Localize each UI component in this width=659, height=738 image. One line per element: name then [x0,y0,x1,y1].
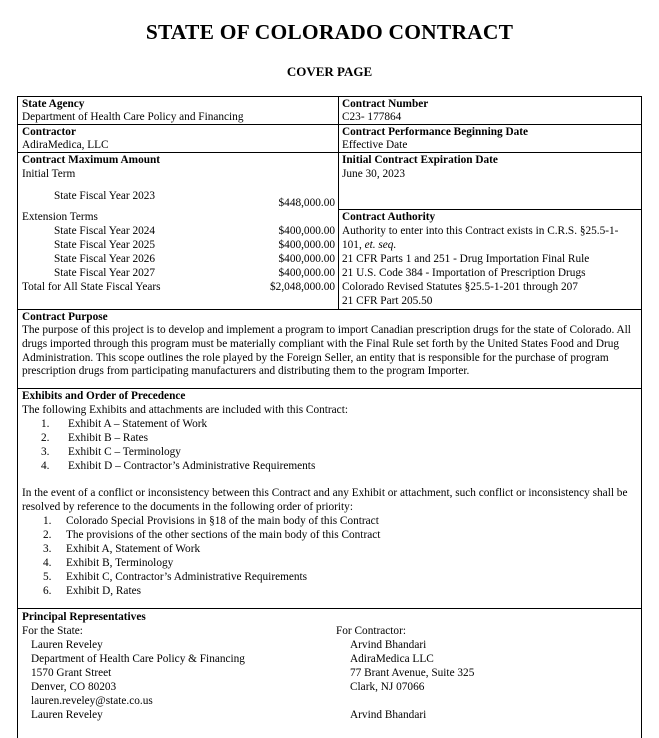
extension-row-label: State Fiscal Year 2027 [54,267,156,279]
contractor-rep-label: For Contractor: [336,625,406,637]
contract-number-label: Contract Number [342,98,429,110]
state-rep-line: Department of Health Care Policy & Financing [31,653,245,665]
priority-item: Exhibit C, Contractor’s Administrative Requirements [66,571,308,583]
reps-heading: Principal Representatives [22,611,146,623]
initial-term-label: Initial Term [22,168,76,180]
priority-item: The provisions of the other sections of the main body of this Contract [66,529,381,541]
state-rep-email: lauren.reveley@state.co.us [31,695,153,707]
priority-item: Exhibit B, Terminology [66,557,174,569]
state-rep-line: Denver, CO 80203 [31,681,117,693]
sfy2023-label: State Fiscal Year 2023 [54,190,156,202]
expiration-label: Initial Contract Expiration Date [342,154,498,166]
priority-num: 6. [43,585,52,597]
authority-line: 21 U.S. Code 384 - Importation of Prescription Drugs [342,267,586,279]
contractor-rep-line: Arvind Bhandari [350,639,427,651]
extension-row-label: State Fiscal Year 2025 [54,239,156,251]
contractor-rep-line: Clark, NJ 07066 [350,681,425,693]
extension-row-amount: $400,000.00 [278,225,335,237]
purpose-heading: Contract Purpose [22,311,108,323]
extension-row-label: State Fiscal Year 2024 [54,225,156,237]
contract-info-table [17,96,642,310]
purpose-text: The purpose of this project is to develop and implement a program to import Canadian prescription drugs for the state of Colorado. All drugs imported through this program must be materially compliant with the Final Rule set forth by the United States Food and Drug Administration. This scope outlines the role played by the Foreign Seller, an entity that is responsible for the purchase of program prescription drugs from participating manufacturers and distributing them to the program Importer. [22,324,631,378]
exhibit-num: 4. [41,460,50,472]
extension-row-amount: $400,000.00 [278,239,335,251]
contractor-value: AdiraMedica, LLC [22,139,109,151]
exhibit-num: 3. [41,446,50,458]
agency-value: Department of Health Care Policy and Financing [22,111,244,123]
document-title: STATE OF COLORADO CONTRACT [145,20,514,44]
total-amount: $2,048,000.00 [270,281,335,293]
extension-row-label: State Fiscal Year 2026 [54,253,156,265]
principal-reps-section [17,608,642,738]
authority-italic: et. seq. [364,239,397,251]
contract-number-value: C23- 177864 [342,111,402,123]
priority-num: 2. [43,529,52,541]
agency-label: State Agency [22,98,85,110]
authority-line: Colorado Revised Statutes §25.5-1-201 through 207 [342,281,578,293]
exhibit-item: Exhibit C – Terminology [68,446,181,458]
contractor-rep-line: Arvind Bhandari [350,709,427,721]
exhibit-num: 2. [41,432,50,444]
priority-item: Exhibit D, Rates [66,585,141,597]
priority-num: 1. [43,515,52,527]
exhibit-item: Exhibit B – Rates [68,432,149,444]
contractor-rep-line: AdiraMedica LLC [350,653,434,665]
authority-line: 21 CFR Part 205.50 [342,295,433,307]
max-amount-label: Contract Maximum Amount [22,154,161,166]
authority-line-text: 101, [342,239,365,251]
priority-num: 3. [43,543,52,555]
begin-date-label: Contract Performance Beginning Date [342,126,529,138]
document-subtitle: COVER PAGE [286,64,373,79]
extension-terms-label: Extension Terms [22,211,98,223]
state-label: For the State: [22,625,83,637]
exhibits-section [17,388,642,609]
authority-line [342,239,396,252]
priority-item: Exhibit A, Statement of Work [66,543,201,555]
contractor-rep-line: 77 Brant Avenue, Suite 325 [350,667,475,679]
extension-row-amount: $400,000.00 [278,267,335,279]
expiration-value: June 30, 2023 [342,168,406,180]
exhibit-item: Exhibit D – Contractor’s Administrative Requirements [68,460,316,472]
total-label: Total for All State Fiscal Years [22,281,161,293]
exhibits-heading: Exhibits and Order of Precedence [22,390,186,402]
exhibit-num: 1. [41,418,50,430]
conflict-text: In the event of a conflict or inconsistency between this Contract and any Exhibit or attachment, such conflict or inconsistency shall be resolved by reference to the documents in the following order of priority: [22,487,628,513]
sfy2023-amount: $448,000.00 [278,197,335,209]
priority-num: 5. [43,571,52,583]
authority-line: Authority to enter into this Contract exists in C.R.S. §25.5-1- [342,225,619,237]
priority-item: Colorado Special Provisions in §18 of the main body of this Contract [66,515,379,527]
priority-num: 4. [43,557,52,569]
begin-date-value: Effective Date [342,139,408,151]
authority-label: Contract Authority [342,211,436,223]
exhibits-intro: The following Exhibits and attachments are included with this Contract: [22,404,348,416]
extension-row-amount: $400,000.00 [278,253,335,265]
contract-purpose-section [17,309,642,389]
state-rep-line: Lauren Reveley [31,709,103,721]
authority-line: 21 CFR Parts 1 and 251 - Drug Importation Final Rule [342,253,590,265]
state-rep-line: 1570 Grant Street [31,667,112,679]
state-rep-line: Lauren Reveley [31,639,103,651]
contractor-label: Contractor [22,126,76,138]
exhibit-item: Exhibit A – Statement of Work [68,418,208,430]
